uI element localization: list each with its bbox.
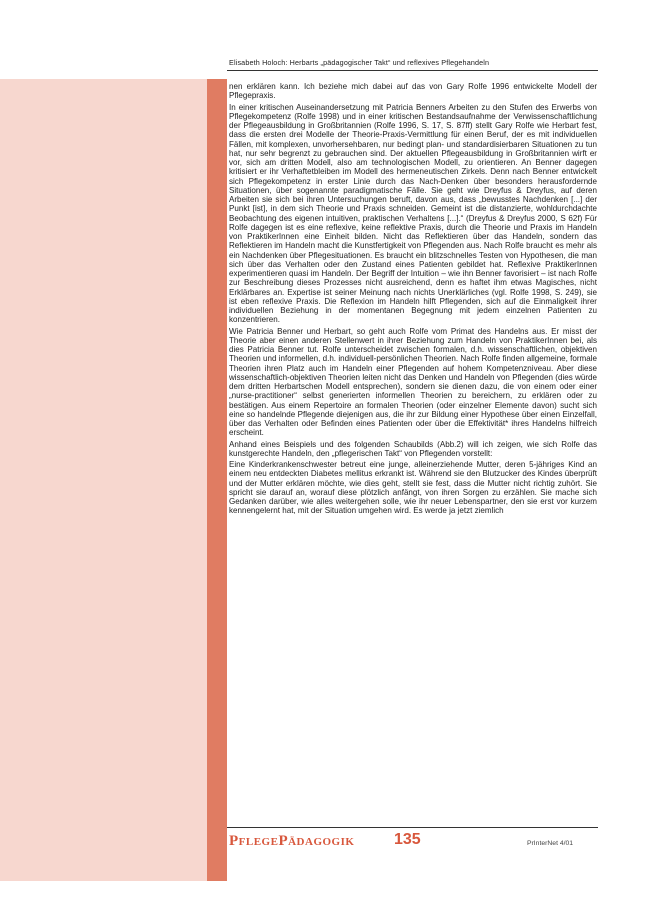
paragraph: Wie Patricia Benner und Herbart, so geht auch Rolfe vom Primat des Handelns aus. Er misst der Theorie aber einen anderen Stellenwert in ihrer Beziehung zum Handeln von PraktikerInnen bei, als dies Patricia Benner tut. Rolfe unterscheidet zwischen formalen, d.h. wissenschaftlichen, objektiven Theorien und informellen, d.h. individuell-persönlichen Theorien. Nach Rolfe finden allgemeine, formale Theorien ihren Platz auch im Handeln einer Pflegenden auf hohem Kompetenzniveau. Aber diese wissenschaftlich-objektiven Theorien leiten nicht das Denken und Handeln von Pflegenden (dies würde dem dritten Herbartschen Modell entsprechen), sondern sie dienen dazu, die von einem oder einer „nurse-practitioner“ selbst generierten informellen Theorien zu bereichern, zu erklären oder zu bestätigen. Aus einem Repertoire an formalen Theorien (oder einzelner Elemente davon) sucht sich eine so handelnde Pflegende diejenigen aus, die ihr zur Bildung einer Hypothese über einen Einzelfall, über das Verhalten oder Befinden eines Patienten oder über die Effektivität* ihres Handelns hilfreich erscheint. xyxy=(229,326,597,438)
running-title: Elisabeth Holoch: Herbarts „pädagogischer Takt“ und reflexives Pflegehandeln xyxy=(229,58,490,67)
footer-divider xyxy=(227,827,598,828)
paragraph: nen erklären kann. Ich beziehe mich dabei auf das von Gary Rolfe 1996 entwickelte Modell der Pflegepraxis. xyxy=(229,82,597,101)
issue-label: PrInterNet 4/01 xyxy=(527,840,574,847)
header-divider xyxy=(227,70,598,71)
article-body xyxy=(229,82,597,518)
paragraph: Eine Kinderkrankenschwester betreut eine junge, alleinerziehende Mutter, deren 5-jähriges Kind an einem neu entdeckten Diabetes mellitus erkrankt ist. Während sie den Blutzucker des Kindes überprüft und der Mutter erklären möchte, wie dies geht, stellt sie fest, dass die Mutter nicht richtig zuhört. Sie spricht sie darauf an, worauf diese plötzlich anfängt, von ihren Sorgen zu erzählen. Sie mache sich Gedanken darüber, wie alles weitergehen solle, wie ihr neuer Lebenspartner, den sie erst vor kurzem kennengelernt hat, mit der Situation umgehen wird. Es werde ja jetzt ziemlich xyxy=(229,460,597,516)
paragraph: In einer kritischen Auseinandersetzung mit Patricia Benners Arbeiten zu den Stufen des Erwerbs von Pflegekompetenz (Rolfe 1998) und in einer kritischen Bestandsaufnahme der Verwissenschaftlichung der Pflegeausbildung in Großbritannien (Rolfe 1996, S. 17, S. 87ff) stellt Gary Rolfe wie Herbart fest, dass die ersten drei Modelle der Theorie-Praxis-Vermittlung für einen Beruf, der es mit individuellen Fällen, mit komplexen, unvorhersehbaren, nur bedingt plan- und standardisierbaren Situationen zu tun hat, nur sehr begrenzt zu gebrauchen sind. Der aktuellen Pflegeausbildung in Großbritannien wirft er vor, sich am dritten Modell, also am technologischen Modell, zu orientieren. An Benner dagegen kritisiert er ihr Verhaftetbleiben im Modell des hermeneutischen Zirkels. Denn nach Benner entwickelt sich Pflegekompetenz in erster Linie durch das Nach-Denken über besonders herausfordernde Situationen, über sogenannte paradigmatische Fälle. Sie geht wie Dreyfus & Dreyfus, auf deren Arbeiten sie sich bei ihren Untersuchungen beruft, davon aus, dass „bewusstes Nachdenken [...] der Punkt [ist], in dem sich Theorie und Praxis schneiden. Gemeint ist die distanzierte, wohldurchdachte Beobachtung des eigenen intuitiven, praktischen Verhaltens [...].“ (Dreyfus & Dreyfus 2000, S 62f) Für Rolfe dagegen ist es eine reflexive, keine reflektive Praxis, durch die Theorie und Praxis im Handeln von PraktikerInnen eine Einheit bilden. Nicht das Reflektieren über das Handeln, sondern das Reflektieren im Handeln macht die Kunstfertigkeit von Pflegenden aus. Nach Rolfe braucht es mehr als ein Nachdenken über Pflegesituationen. Es braucht ein blitzschnelles Testen von Hypothesen, die man sich über das Verhalten oder den Zustand eines Patienten gebildet hat. Reflexive PraktikerInnen experimentieren quasi im Handeln. Der Begriff der Intuition – wie ihn Benner favorisiert – ist nach Rolfe zur Beschreibung dieses Prozesses nicht ausreichend, denn es haftet ihm etwas Magisches, nicht Erklärbares an. Expertise ist seiner Meinung nach nichts Unerklärliches (vgl. Rolfe 1998, S. 249), sie ist eben reflexive Praxis. Die Reflexion im Handeln hilft Pflegenden, sich auf die Einmaligkeit ihrer individuellen Beziehung in der momentanen Begegnung mit jedem einzelnen Patienten zu konzentrieren. xyxy=(229,102,597,325)
side-panel xyxy=(0,79,207,881)
journal-brand: PflegePädagogik xyxy=(229,833,355,849)
paragraph: Anhand eines Beispiels und des folgenden Schaubilds (Abb.2) will ich zeigen, wie sich Rolfe das kunstgerechte Handeln, den „pflegerischen Takt“ von Pflegenden vorstellt: xyxy=(229,439,597,458)
accent-bar xyxy=(207,79,227,881)
page-number: 135 xyxy=(394,831,421,848)
